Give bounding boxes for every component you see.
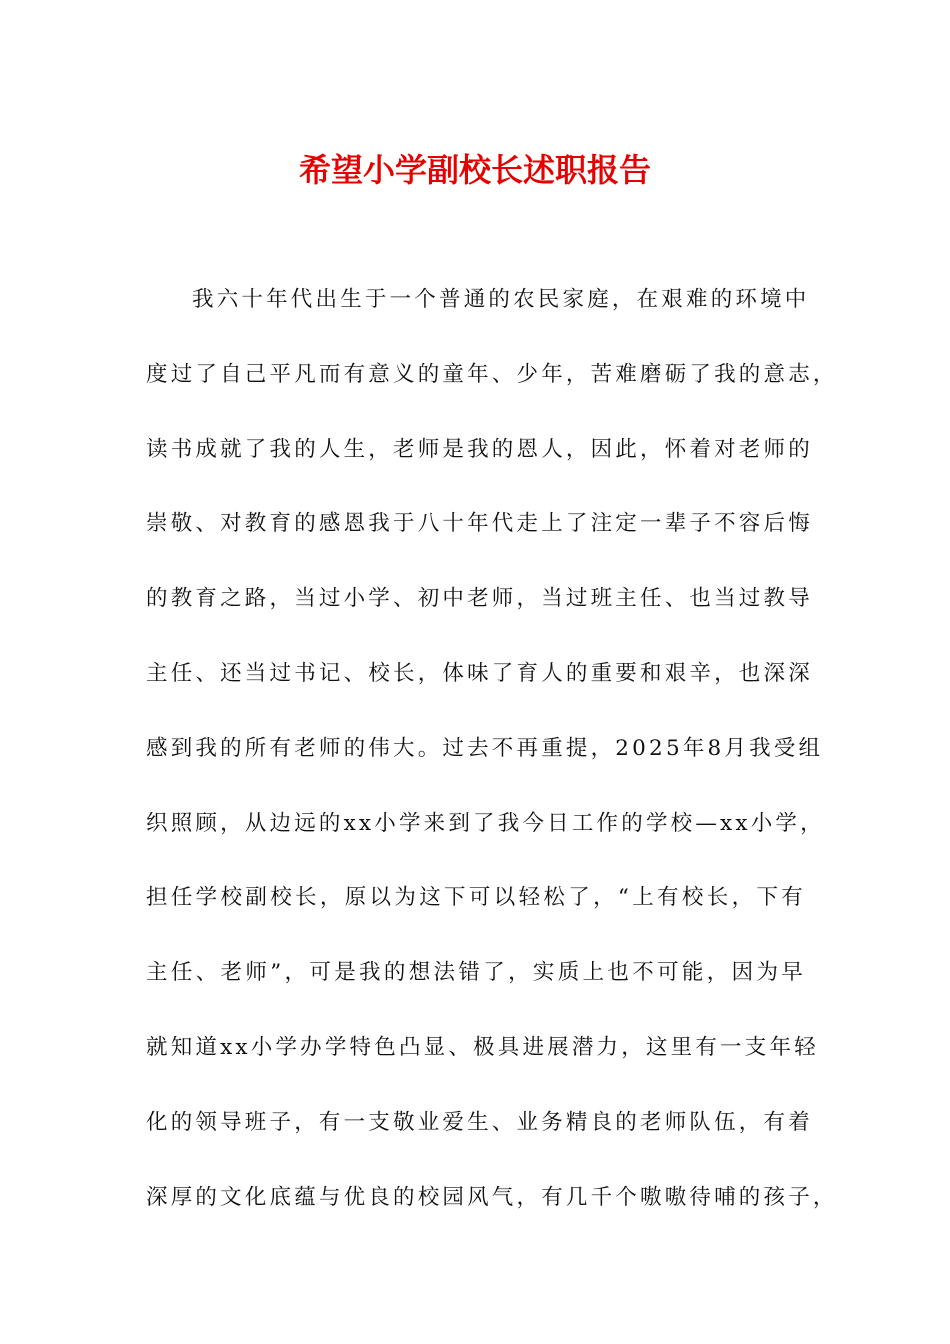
paragraph-line: 织照顾，从边远的xx小学来到了我今日工作的学校—xx小学， — [146, 810, 825, 836]
paragraph-line: 主任、还当过书记、校长，体味了育人的重要和艰辛，也深深 — [146, 660, 813, 686]
paragraph-line: 读书成就了我的人生，老师是我的恩人，因此，怀着对老师的 — [146, 436, 813, 462]
document-body — [146, 280, 838, 1252]
paragraph-line: 度过了自己平凡而有意义的童年、少年，苦难磨砺了我的意志， — [146, 361, 838, 387]
paragraph-line: 化的领导班子，有一支敬业爱生、业务精良的老师队伍，有着 — [146, 1109, 813, 1135]
paragraph-line: 我六十年代出生于一个普通的农民家庭，在艰难的环境中 — [192, 287, 810, 312]
paragraph-line: 担任学校副校长，原以为这下可以轻松了，“上有校长，下有 — [146, 885, 806, 911]
paragraph-line: 崇敬、对教育的感恩我于八十年代走上了注定一辈子不容后悔 — [146, 511, 813, 537]
paragraph-line: 主任、老师”，可是我的想法错了，实质上也不可能，因为早 — [146, 960, 806, 986]
paragraph-line: 深厚的文化底蕴与优良的校园风气，有几千个嗷嗷待哺的孩子， — [146, 1184, 838, 1210]
document-title: 希望小学副校长述职报告 — [298, 151, 651, 189]
paragraph-line: 的教育之路，当过小学、初中老师，当过班主任、也当过教导 — [146, 586, 813, 612]
paragraph-line: 感到我的所有老师的伟大。过去不再重提，2025年8月我受组 — [146, 735, 824, 761]
paragraph-line: 就知道xx小学办学特色凸显、极具进展潜力，这里有一支年轻 — [146, 1034, 819, 1060]
